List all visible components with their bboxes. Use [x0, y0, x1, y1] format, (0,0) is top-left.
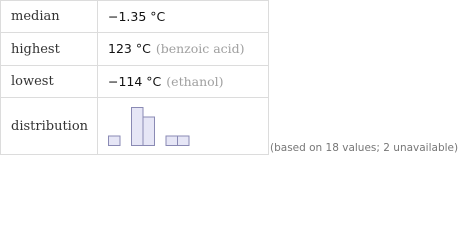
histogram-bar	[132, 108, 144, 146]
table-row	[1, 33, 269, 66]
table-row	[1, 66, 269, 98]
histogram-bar	[143, 117, 155, 146]
row-value-cell	[98, 66, 269, 98]
row-label: median	[1, 1, 98, 33]
lowest-value: −114 °C	[108, 73, 162, 89]
lowest-note: (ethanol)	[166, 73, 224, 89]
row-label: lowest	[1, 66, 98, 98]
footnote: (based on 18 values; 2 unavailable)	[270, 142, 459, 154]
histogram-bar	[178, 136, 190, 146]
histogram-bar	[166, 136, 178, 146]
row-value-cell	[98, 33, 269, 66]
row-label: distribution	[1, 98, 98, 155]
table-row	[1, 1, 269, 33]
row-value-cell	[98, 1, 269, 33]
histogram-bar	[109, 136, 121, 146]
highest-value: 123 °C	[108, 41, 151, 56]
median-value: −1.35 °C	[108, 8, 166, 24]
row-label: highest	[1, 33, 98, 66]
distribution-cell	[98, 98, 269, 155]
stats-table	[0, 0, 269, 155]
highest-note: (benzoic acid)	[155, 41, 245, 56]
distribution-histogram	[108, 98, 268, 154]
table-row	[1, 98, 269, 155]
